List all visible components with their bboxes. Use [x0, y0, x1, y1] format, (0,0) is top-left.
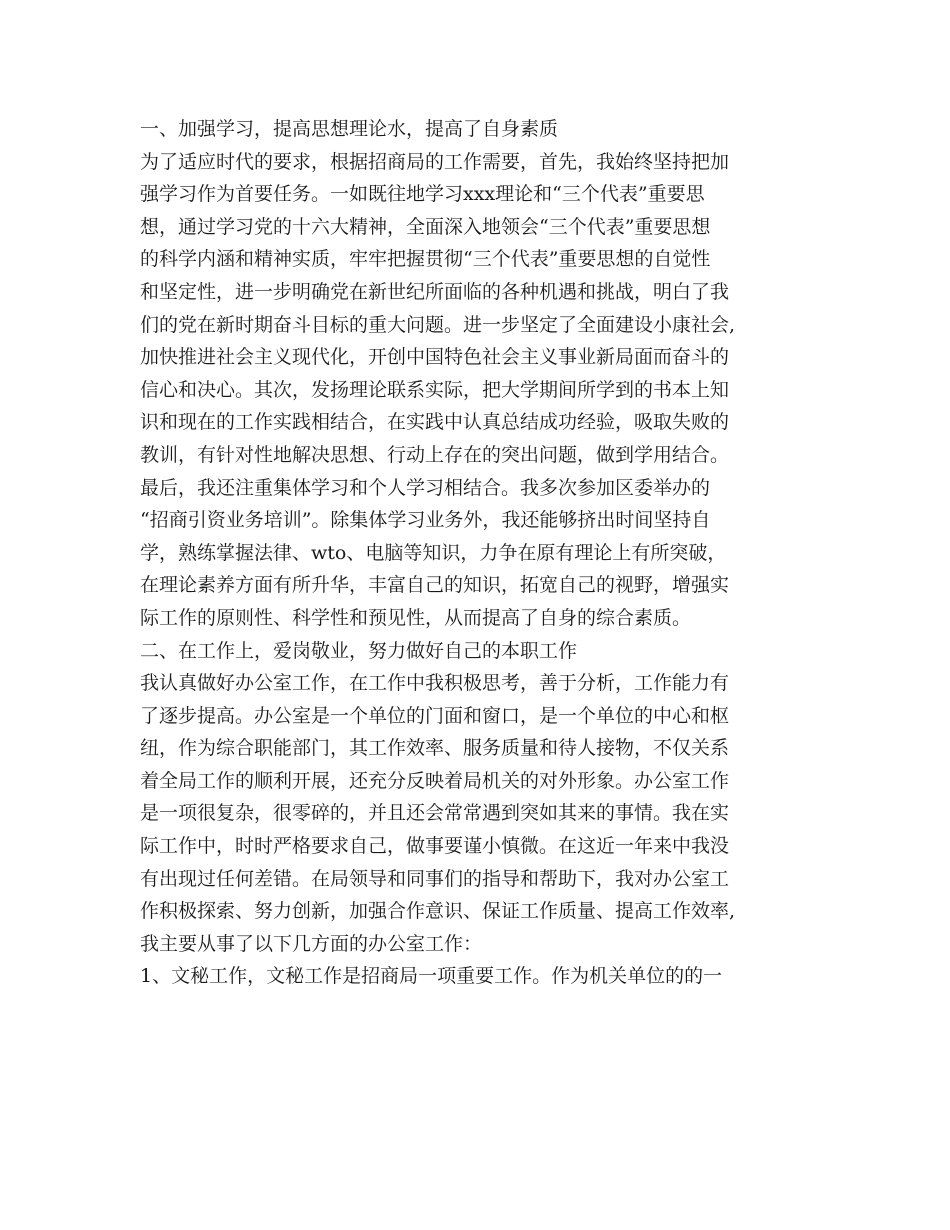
paragraph-line: “招商引资业务培训”。除集体学习业务外，我还能够挤出时间坚持自 [140, 509, 711, 532]
paragraph-line: 了逐步提高。办公室是一个单位的门面和窗口，是一个单位的中心和枢 [140, 704, 730, 727]
section-heading-2: 二、在工作上，爱岗敬业，努力做好自己的本职工作 [140, 639, 578, 662]
paragraph-line: 们的党在新时期奋斗目标的重大问题。进一步坚定了全面建设小康社会, [140, 313, 736, 336]
paragraph-line: 际工作的原则性、科学性和预见性，从而提高了自身的综合素质。 [140, 606, 692, 629]
paragraph-line: 学，熟练掌握法律、wto、电脑等知识，力争在原有理论上有所突破， [140, 541, 727, 564]
paragraph-line: 和坚定性，进一步明确党在新世纪所面临的各种机遇和挑战，明白了我 [140, 280, 730, 303]
paragraph-line: 识和现在的工作实践相结合，在实践中认真总结成功经验，吸取失败的 [140, 411, 730, 434]
paragraph-line: 想，通过学习党的十六大精神，全面深入地领会“三个代表”重要思想 [140, 215, 711, 238]
paragraph-line: 纽，作为综合职能部门，其工作效率、服务质量和待人接物，不仅关系 [140, 737, 730, 760]
document-body [140, 113, 830, 993]
paragraph-line: 强学习作为首要任务。一如既往地学习xxx理论和“三个代表”重要思 [140, 183, 705, 206]
list-item-line: 1、文秘工作，文秘工作是招商局一项重要工作。作为机关单位的的一 [140, 965, 723, 988]
paragraph-line: 际工作中，时时严格要求自己，做事要谨小慎微。在这近一年来中我没 [140, 835, 730, 858]
paragraph-line: 有出现过任何差错。在局领导和同事们的指导和帮助下，我对办公室工 [140, 867, 730, 890]
paragraph-line: 加快推进社会主义现代化，开创中国特色社会主义事业新局面而奋斗的 [140, 346, 730, 369]
paragraph-line: 最后，我还注重集体学习和个人学习相结合。我多次参加区委举办的 [140, 476, 711, 499]
paragraph-line: 作积极探索、努力创新，加强合作意识、保证工作质量、提高工作效率, [140, 900, 736, 923]
paragraph-line: 为了适应时代的要求，根据招商局的工作需要，首先，我始终坚持把加 [140, 150, 730, 173]
paragraph-line: 我认真做好办公室工作，在工作中我积极思考，善于分析，工作能力有 [140, 672, 730, 695]
section-heading-1: 一、加强学习，提高思想理论水，提高了自身素质 [140, 118, 559, 140]
paragraph-line: 着全局工作的顺利开展，还充分反映着局机关的对外形象。办公室工作 [140, 769, 730, 792]
paragraph-line: 的科学内涵和精神实质，牢牢把握贯彻“三个代表”重要思想的自觉性 [140, 248, 711, 271]
paragraph-line: 我主要从事了以下几方面的办公室工作： [140, 932, 483, 955]
paragraph-line: 是一项很复杂，很零碎的，并且还会常常遇到突如其来的事情。我在实 [140, 802, 730, 825]
paragraph-line: 信心和决心。其次，发扬理论联系实际，把大学期间所学到的书本上知 [140, 378, 730, 401]
paragraph-line: 教训，有针对性地解决思想、行动上存在的突出问题，做到学用结合。 [140, 443, 730, 466]
paragraph-line: 在理论素养方面有所升华，丰富自己的知识，拓宽自己的视野，增强实 [140, 574, 730, 597]
